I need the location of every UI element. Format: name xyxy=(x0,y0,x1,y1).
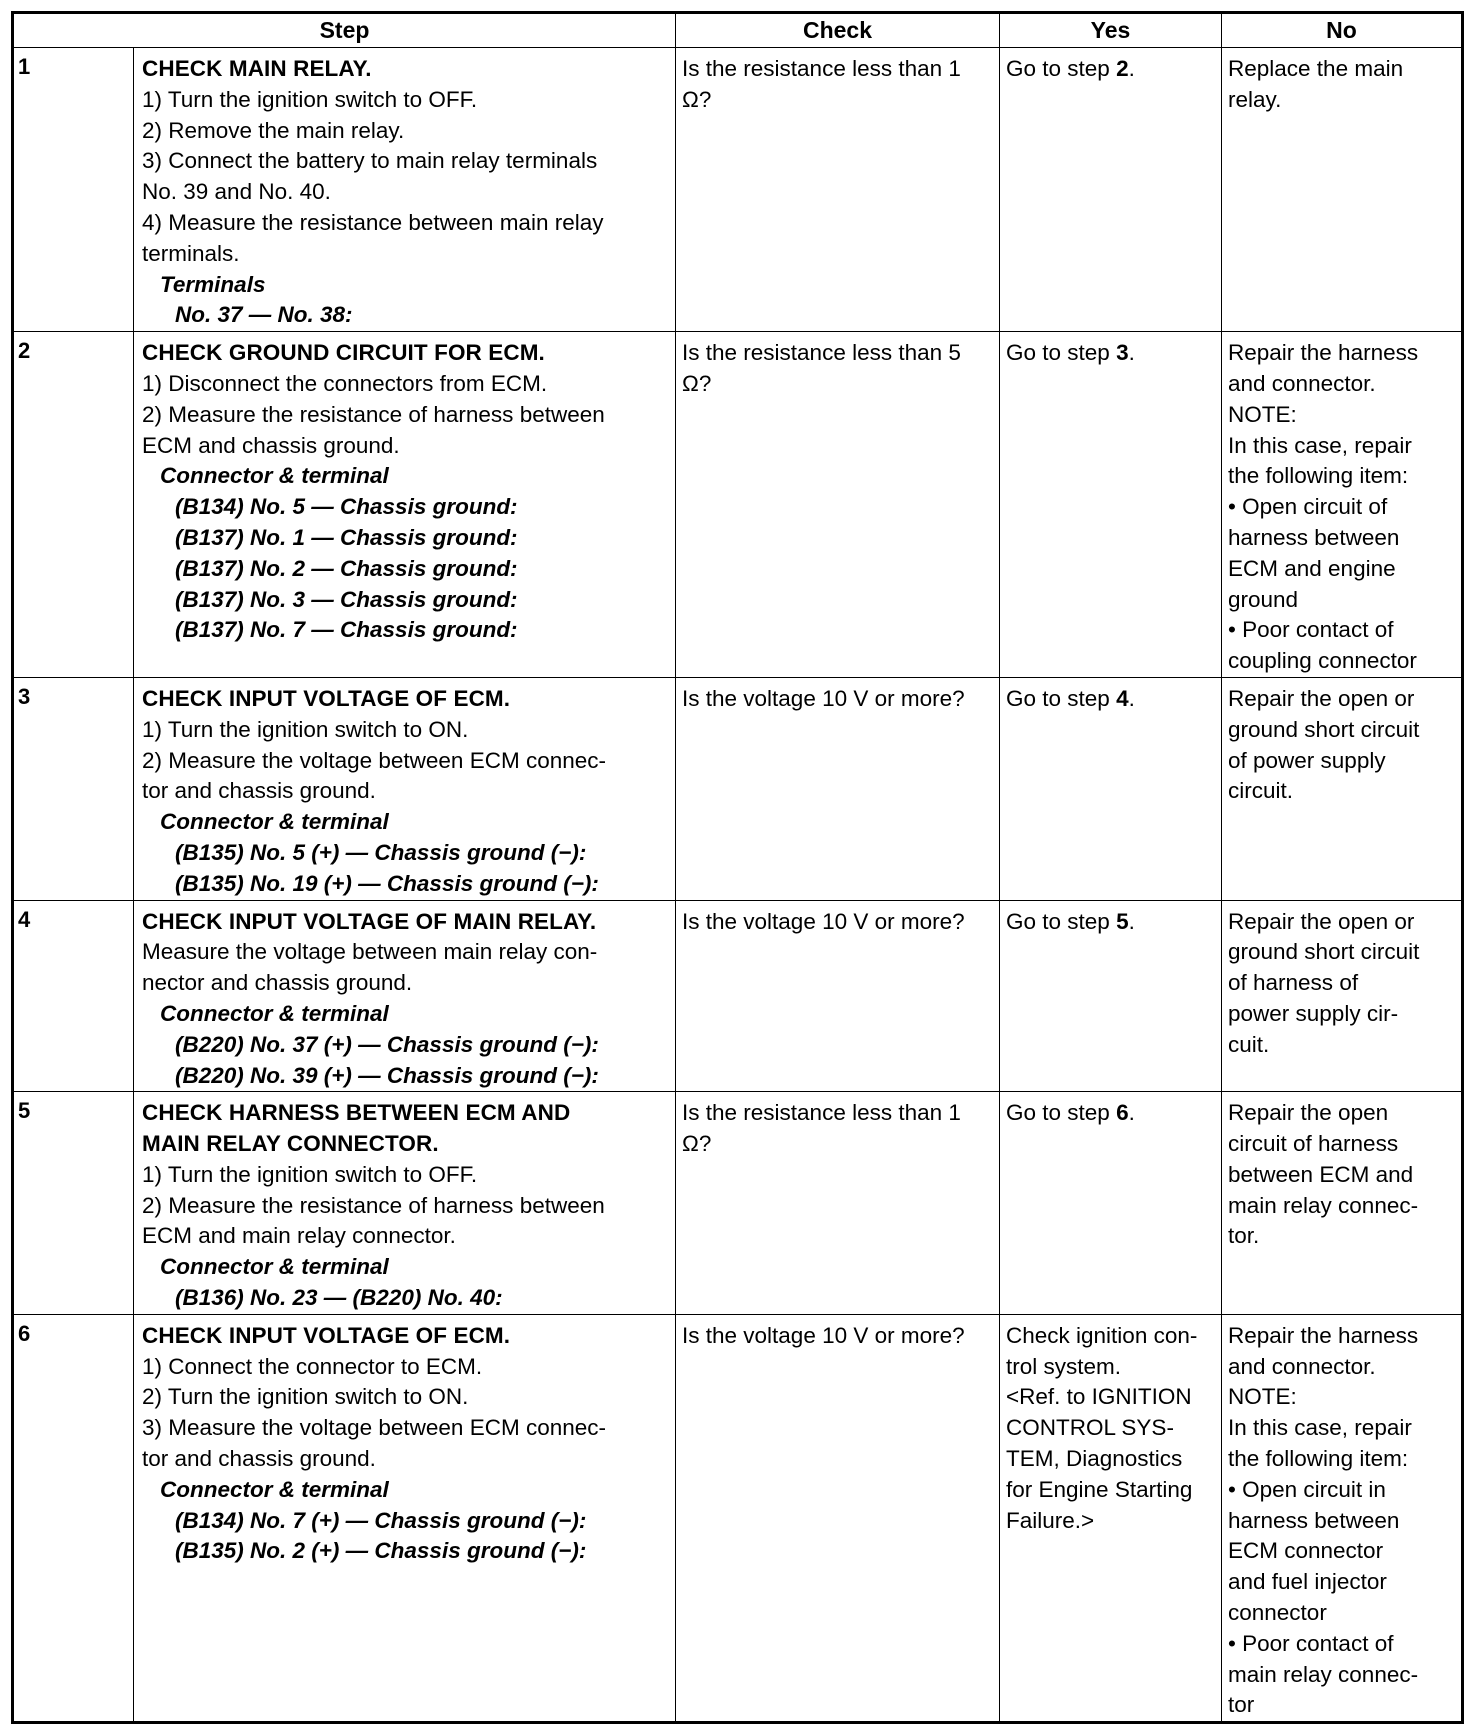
no-action-line: ECM and engine xyxy=(1228,555,1396,581)
no-action-line: main relay connec- xyxy=(1228,1661,1419,1687)
step-procedure-line: 1) Connect the connector to ECM. xyxy=(142,1353,483,1379)
header-check: Check xyxy=(676,13,1000,48)
yes-suffix: . xyxy=(1128,56,1135,81)
step-procedure-line: 2) Measure the resistance of harness between xyxy=(142,1192,605,1218)
diagnostic-table xyxy=(11,11,1464,1724)
step-procedure-line: Measure the voltage between main relay con- xyxy=(142,939,598,965)
no-action-line: tor. xyxy=(1228,1223,1260,1249)
yes-action xyxy=(1000,48,1222,332)
step-number: 5 xyxy=(13,1092,134,1315)
terminal-label: Connector & terminal xyxy=(160,463,389,489)
check-question: Is the resistance less than 1 Ω? xyxy=(676,48,1000,332)
yes-action xyxy=(1000,900,1222,1092)
check-question: Is the voltage 10 V or more? xyxy=(676,677,1000,900)
no-action-line: Repair the open or xyxy=(1228,908,1415,934)
terminal-label: Connector & terminal xyxy=(160,1000,389,1026)
yes-step-ref: 4 xyxy=(1116,685,1129,711)
table-row xyxy=(13,1092,1463,1315)
terminal-spec: (B137) No. 1 — Chassis ground: xyxy=(175,524,518,550)
yes-suffix: . xyxy=(1128,908,1135,934)
terminal-spec: No. 37 — No. 38: xyxy=(175,302,353,328)
terminal-label: Connector & terminal xyxy=(160,1254,389,1280)
step-procedure-line: 2) Measure the resistance of harness between xyxy=(142,401,605,427)
no-action-line: the following item: xyxy=(1228,1446,1409,1472)
yes-action-line: for Engine Starting xyxy=(1006,1476,1193,1502)
no-action-line: coupling connector xyxy=(1228,648,1417,674)
step-title: CHECK INPUT VOLTAGE OF MAIN RELAY. xyxy=(142,908,597,934)
no-action-line: between ECM and xyxy=(1228,1161,1414,1187)
step-procedure-line: tor and chassis ground. xyxy=(142,1446,376,1472)
no-action-line: harness between xyxy=(1228,1507,1400,1533)
no-action-line: the following item: xyxy=(1228,463,1409,489)
terminal-spec: (B220) No. 37 (+) — Chassis ground (−): xyxy=(175,1031,599,1057)
step-number: 6 xyxy=(13,1314,134,1722)
yes-action-line: CONTROL SYS- xyxy=(1006,1415,1174,1441)
step-procedure-line: 1) Disconnect the connectors from ECM. xyxy=(142,370,548,396)
yes-suffix: . xyxy=(1128,1100,1135,1126)
no-action xyxy=(1222,332,1463,678)
yes-prefix: Go to step xyxy=(1006,56,1117,81)
yes-suffix: . xyxy=(1128,340,1135,366)
no-action-line: • Poor contact of xyxy=(1228,617,1394,643)
no-action-line: ECM connector xyxy=(1228,1538,1384,1564)
step-procedure-line: terminals. xyxy=(142,240,240,266)
no-action-line: In this case, repair xyxy=(1228,432,1412,458)
no-action xyxy=(1222,1314,1463,1722)
terminal-spec: (B137) No. 3 — Chassis ground: xyxy=(175,586,518,612)
no-action-line: ground short circuit xyxy=(1228,716,1420,742)
terminal-label: Connector & terminal xyxy=(160,809,389,835)
no-action-line: Repair the open or xyxy=(1228,685,1415,711)
yes-step-ref: 5 xyxy=(1116,908,1129,934)
yes-step-ref: 2 xyxy=(1116,56,1129,81)
step-title: CHECK MAIN RELAY. xyxy=(142,56,372,81)
no-action-line: relay. xyxy=(1228,86,1282,112)
no-action-line: and connector. xyxy=(1228,370,1376,396)
no-action-line: tor xyxy=(1228,1692,1255,1718)
no-action xyxy=(1222,48,1463,332)
yes-action-line: Failure.> xyxy=(1006,1507,1095,1533)
no-action xyxy=(1222,1092,1463,1315)
no-action xyxy=(1222,677,1463,900)
no-action-line: harness between xyxy=(1228,524,1400,550)
terminal-spec: (B134) No. 7 (+) — Chassis ground (−): xyxy=(175,1507,587,1533)
no-action-line: circuit. xyxy=(1228,778,1294,804)
step-procedure-line: 1) Turn the ignition switch to ON. xyxy=(142,716,469,742)
yes-action-line: <Ref. to IGNITION xyxy=(1006,1384,1192,1410)
yes-prefix: Go to step xyxy=(1006,340,1117,366)
no-action-line: cuit. xyxy=(1228,1031,1270,1057)
step-description xyxy=(134,1314,676,1722)
check-question: Is the voltage 10 V or more? xyxy=(676,900,1000,1092)
terminal-label: Terminals xyxy=(160,271,266,297)
step-procedure-line: 1) Turn the ignition switch to OFF. xyxy=(142,1161,478,1187)
terminal-spec: (B134) No. 5 — Chassis ground: xyxy=(175,494,518,520)
yes-action xyxy=(1000,1314,1222,1722)
table-row xyxy=(13,332,1463,678)
terminal-spec: (B135) No. 2 (+) — Chassis ground (−): xyxy=(175,1538,587,1564)
step-title: MAIN RELAY CONNECTOR. xyxy=(142,1131,439,1157)
no-action-line: Replace the main xyxy=(1228,56,1404,81)
yes-action-line: TEM, Diagnostics xyxy=(1006,1446,1183,1472)
no-action-line: • Poor contact of xyxy=(1228,1630,1394,1656)
step-procedure-line: nector and chassis ground. xyxy=(142,970,413,996)
step-number: 2 xyxy=(13,332,134,678)
terminal-spec: (B137) No. 7 — Chassis ground: xyxy=(175,617,518,643)
terminal-spec: (B135) No. 5 (+) — Chassis ground (−): xyxy=(175,839,587,865)
no-action-line: • Open circuit in xyxy=(1228,1476,1386,1502)
no-action-line: main relay connec- xyxy=(1228,1192,1419,1218)
step-procedure-line: No. 39 and No. 40. xyxy=(142,179,331,205)
check-question: Is the resistance less than 5 Ω? xyxy=(676,332,1000,678)
terminal-spec: (B137) No. 2 — Chassis ground: xyxy=(175,555,518,581)
terminal-spec: (B135) No. 19 (+) — Chassis ground (−): xyxy=(175,870,599,896)
yes-action xyxy=(1000,1092,1222,1315)
no-action-line: of power supply xyxy=(1228,747,1386,773)
yes-prefix: Go to step xyxy=(1006,1100,1117,1126)
table-body xyxy=(13,48,1463,1723)
no-action-line: and connector. xyxy=(1228,1353,1376,1379)
yes-suffix: . xyxy=(1128,685,1135,711)
no-action-line: NOTE: xyxy=(1228,1384,1297,1410)
header-step: Step xyxy=(13,13,676,48)
no-action-line: connector xyxy=(1228,1600,1327,1626)
no-action-line: power supply cir- xyxy=(1228,1000,1399,1026)
step-procedure-line: 2) Remove the main relay. xyxy=(142,117,405,143)
table-row xyxy=(13,48,1463,332)
step-title: CHECK INPUT VOLTAGE OF ECM. xyxy=(142,685,511,711)
step-description xyxy=(134,900,676,1092)
terminal-label: Connector & terminal xyxy=(160,1476,389,1502)
check-question: Is the voltage 10 V or more? xyxy=(676,1314,1000,1722)
step-title: CHECK GROUND CIRCUIT FOR ECM. xyxy=(142,340,545,366)
no-action-line: • Open circuit of xyxy=(1228,494,1388,520)
no-action xyxy=(1222,900,1463,1092)
step-description xyxy=(134,332,676,678)
yes-action xyxy=(1000,332,1222,678)
yes-step-ref: 3 xyxy=(1116,340,1129,366)
no-action-line: ground short circuit xyxy=(1228,939,1420,965)
yes-action xyxy=(1000,677,1222,900)
step-title: CHECK HARNESS BETWEEN ECM AND xyxy=(142,1100,571,1126)
table-row xyxy=(13,1314,1463,1722)
no-action-line: ground xyxy=(1228,586,1299,612)
check-question: Is the resistance less than 1 Ω? xyxy=(676,1092,1000,1315)
no-action-line: Repair the open xyxy=(1228,1100,1389,1126)
step-procedure-line: 1) Turn the ignition switch to OFF. xyxy=(142,86,478,112)
no-action-line: and fuel injector xyxy=(1228,1569,1387,1595)
header-row xyxy=(13,13,1463,48)
terminal-spec: (B136) No. 23 — (B220) No. 40: xyxy=(175,1285,503,1311)
yes-action-line: Check ignition con- xyxy=(1006,1322,1198,1348)
step-procedure-line: ECM and main relay connector. xyxy=(142,1223,456,1249)
step-procedure-line: 4) Measure the resistance between main relay xyxy=(142,209,604,235)
yes-action-line: trol system. xyxy=(1006,1353,1122,1379)
step-number: 3 xyxy=(13,677,134,900)
no-action-line: circuit of harness xyxy=(1228,1131,1399,1157)
header-yes: Yes xyxy=(1000,13,1222,48)
step-procedure-line: tor and chassis ground. xyxy=(142,778,376,804)
yes-prefix: Go to step xyxy=(1006,685,1117,711)
step-number: 4 xyxy=(13,900,134,1092)
no-action-line: of harness of xyxy=(1228,970,1359,996)
step-procedure-line: 3) Connect the battery to main relay terminals xyxy=(142,148,598,174)
step-procedure-line: ECM and chassis ground. xyxy=(142,432,400,458)
yes-step-ref: 6 xyxy=(1116,1100,1129,1126)
step-procedure-line: 2) Turn the ignition switch to ON. xyxy=(142,1384,469,1410)
step-description xyxy=(134,1092,676,1315)
no-action-line: Repair the harness xyxy=(1228,1322,1419,1348)
no-action-line: In this case, repair xyxy=(1228,1415,1412,1441)
step-number: 1 xyxy=(13,48,134,332)
terminal-spec: (B220) No. 39 (+) — Chassis ground (−): xyxy=(175,1062,599,1088)
header-no: No xyxy=(1222,13,1463,48)
step-title: CHECK INPUT VOLTAGE OF ECM. xyxy=(142,1322,511,1348)
no-action-line: NOTE: xyxy=(1228,401,1297,427)
step-procedure-line: 2) Measure the voltage between ECM connec- xyxy=(142,747,606,773)
table-row xyxy=(13,900,1463,1092)
yes-prefix: Go to step xyxy=(1006,908,1117,934)
step-procedure-line: 3) Measure the voltage between ECM connec- xyxy=(142,1415,606,1441)
step-description xyxy=(134,48,676,332)
no-action-line: Repair the harness xyxy=(1228,340,1419,366)
table-row xyxy=(13,677,1463,900)
step-description xyxy=(134,677,676,900)
